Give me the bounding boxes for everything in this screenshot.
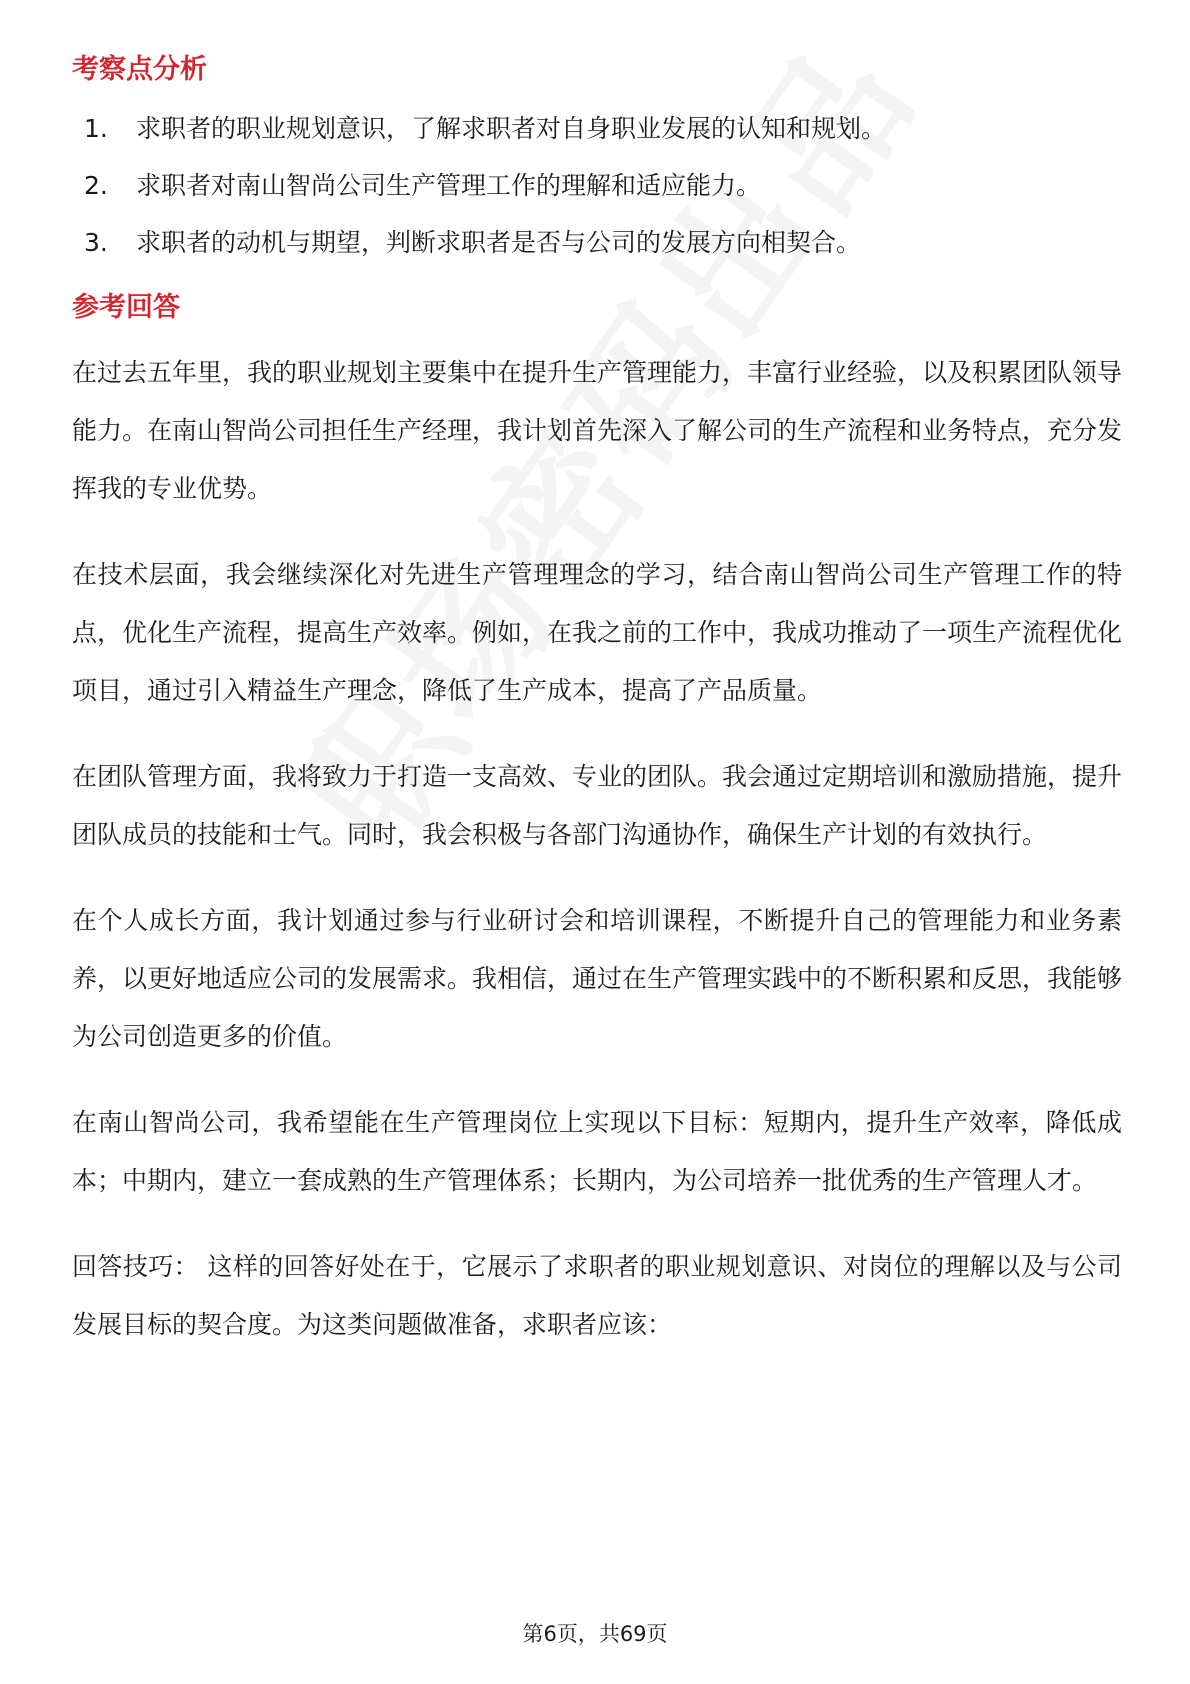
analysis-heading: 考察点分析 xyxy=(72,54,207,85)
answer-paragraph: 在过去五年里，我的职业规划主要集中在提升生产管理能力，丰富行业经验，以及积累团队领导能力。在南山智尚公司担任生产经理，我计划首先深入了解公司的生产流程和业务特点，充分发挥我的专业优势。 xyxy=(72,358,1123,503)
page-number: 第6页，共69页 xyxy=(522,1622,668,1646)
list-item-number: 3. xyxy=(84,228,108,257)
answer-paragraph: 在个人成长方面，我计划通过参与行业研讨会和培训课程，不断提升自己的管理能力和业务素养，以更好地适应公司的发展需求。我相信，通过在生产管理实践中的不断积累和反思，我能够为公司创造更多的价值。 xyxy=(72,906,1123,1051)
answer-tips-paragraph: 回答技巧： 这样的回答好处在于，它展示了求职者的职业规划意识、对岗位的理解以及与公司发展目标的契合度。为这类问题做准备，求职者应该： xyxy=(72,1252,1122,1339)
list-item-number: 2. xyxy=(84,171,108,200)
answer-paragraph: 在团队管理方面，我将致力于打造一支高效、专业的团队。我会通过定期培训和激励措施，提升团队成员的技能和士气。同时，我会积极与各部门沟通协作，确保生产计划的有效执行。 xyxy=(72,762,1123,849)
list-item-text: 求职者的动机与期望，判断求职者是否与公司的发展方向相契合。 xyxy=(136,228,862,257)
answer-paragraph: 在技术层面，我会继续深化对先进生产管理理念的学习，结合南山智尚公司生产管理工作的特点，优化生产流程，提高生产效率。例如，在我之前的工作中，我成功推动了一项生产流程优化项目，通过引入精益生产理念，降低了生产成本，提高了产品质量。 xyxy=(72,560,1123,705)
analysis-points-list xyxy=(72,112,1122,260)
list-item-text: 求职者的职业规划意识，了解求职者对自身职业发展的认知和规划。 xyxy=(136,114,887,143)
answer-heading: 参考回答 xyxy=(72,292,180,323)
document-body xyxy=(72,48,1122,1354)
answer-paragraph: 在南山智尚公司，我希望能在生产管理岗位上实现以下目标：短期内，提升生产效率，降低成本；中期内，建立一套成熟的生产管理体系；长期内，为公司培养一批优秀的生产管理人才。 xyxy=(72,1108,1122,1195)
list-item xyxy=(72,169,1122,203)
list-item-text: 求职者对南山智尚公司生产管理工作的理解和适应能力。 xyxy=(136,171,762,200)
list-item xyxy=(72,112,1122,146)
list-item xyxy=(72,226,1122,260)
list-item-number: 1. xyxy=(84,114,108,143)
